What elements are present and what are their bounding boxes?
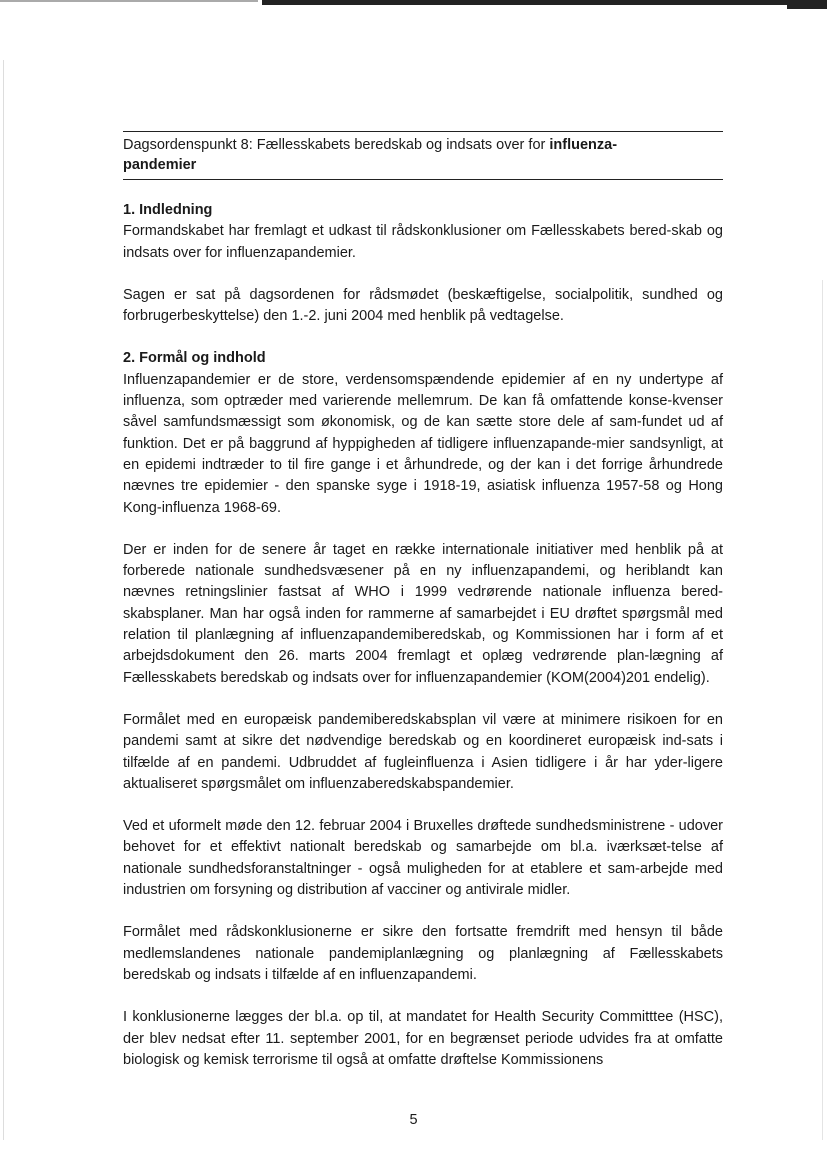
- section-heading: 1. Indledning: [123, 202, 213, 218]
- page-number: 5: [409, 1112, 418, 1128]
- paragraph: Formålet med en europæisk pandemiberedskabsplan vil være at minimere risikoen for en pandemi samt at sikre det nødvendige beredskab og en koordineret europæisk ind-sats i tilfælde af en pandemi. Udbruddet af fugleinfluenza i Asien tidligere i år har yder-ligere aktualiseret spørgsmålet om influenzaberedskabspandemier.: [123, 711, 723, 792]
- section-purpose-content: [123, 348, 723, 1071]
- paragraph: Ved et uformelt møde den 12. februar 2004 i Bruxelles drøftede sundhedsministrene - udover behovet for et effektivt nationalt beredskab og samarbejde om bl.a. iværksæt-telse af nationale sundhedsforanstaltninger - også muligheden for at etablere et sam-arbejde med industrien om forsyning og distribution af vacciner og antivirale midler.: [123, 818, 723, 899]
- agenda-header-second-line: pandemier: [123, 157, 197, 173]
- scan-artifact-top-right: [787, 0, 827, 9]
- scan-artifact-right-edge: [822, 280, 823, 1140]
- agenda-header-text: Dagsordenspunkt 8: Fællesskabets beredskab og indsats over for: [123, 137, 550, 153]
- agenda-header: [123, 131, 723, 180]
- section-introduction: [123, 200, 723, 327]
- paragraph: Influenzapandemier er de store, verdensomspændende epidemier af en ny undertype af influenza, som optræder med varierende mellemrum. De kan få omfattende konse-kvenser såvel samfundsmæssigt som økonomisk, og de kan sætte store dele af sam-fundet ud af funktion. Det er på baggrund af hyppigheden af tidligere influenzapande-mier sandsynligt, at en epidemi indtræder to til fire gange i et århundrede, og der kan i det forrige århundrede nævnes tre epidemier - den spanske syge i 1918-19, asiatisk influenza 1957-58 og Hong Kong-influenza 1968-69.: [123, 371, 723, 516]
- paragraph: I konklusionerne lægges der bl.a. op til, at mandatet for Health Security Committtee (HSC), der blev nedsat efter 11. september 2001, for en begrænset periode udvides fra at omfatte biologisk og kemisk terrorisme til også at omfatte drøftelse Kommissionens: [123, 1009, 723, 1068]
- paragraph: Formandskabet har fremlagt et udkast til rådskonklusioner om Fællesskabets bered-skab og indsats over for influenzapandemier.: [123, 223, 723, 261]
- section-heading: 2. Formål og indhold: [123, 350, 266, 367]
- scan-artifact-left-edge: [3, 60, 4, 1140]
- document-body: [123, 200, 723, 1092]
- paragraph: Formålet med rådskonklusionerne er sikre den fortsatte fremdrift med hensyn til både medlemslandenes nationale pandemiplanlægning og planlægning af Fællesskabets beredskab og indsats i tilfælde af en influenzapandemi.: [123, 924, 723, 983]
- agenda-header-bold: influenza-: [549, 137, 618, 153]
- scan-artifact-top-line: [262, 0, 827, 5]
- paragraph: Der er inden for de senere år taget en række internationale initiativer med henblik på at forberede nationale sundhedsvæsener på en ny influenzapandemi, og heriblandt kan nævnes retningslinier fastsat af WHO i 1999 vedrørende nationale influenza bered-skabsplaner. Man har også inden for rammerne af samarbejdet i EU drøftet spørgsmål med relation til planlægning af influenzapandemiberedskab, og Kommissionen har i form af et arbejdsdokument den 26. marts 2004 fremlagt et oplæg vedrørende plan-lægning af Fællesskabets beredskab og indsats over for influenzapandemier (KOM(2004)201 endelig).: [123, 541, 723, 686]
- paragraph: Sagen er sat på dagsordenen for rådsmødet (beskæftigelse, socialpolitik, sundhed og forbrugerbeskyttelse) den 1.-2. juni 2004 med henblik på vedtagelse.: [123, 286, 723, 325]
- scan-artifact-top-left: [0, 0, 258, 2]
